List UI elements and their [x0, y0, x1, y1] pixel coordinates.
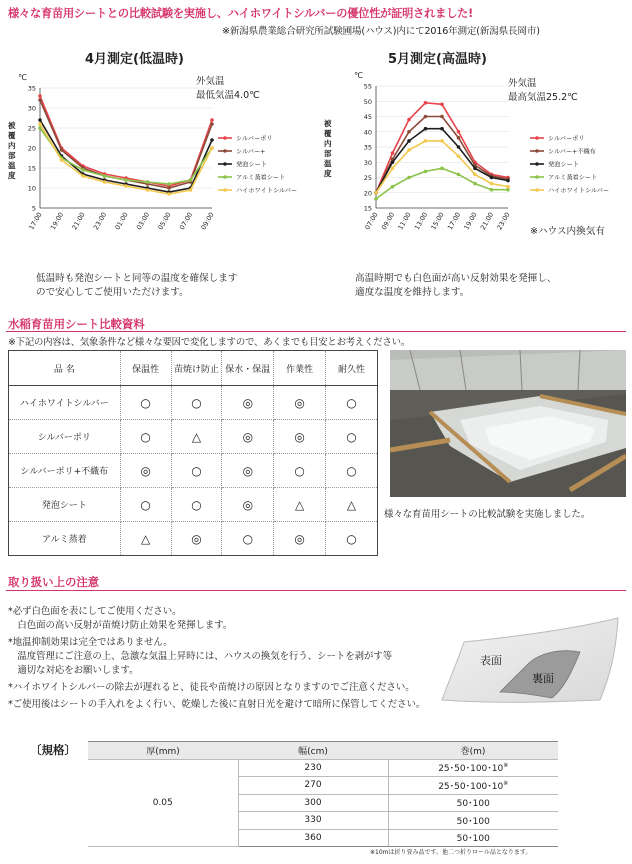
outside-temp-value: 最低気温4.0℃ [196, 90, 260, 101]
series-line [40, 128, 212, 184]
series-line [40, 96, 212, 186]
data-point [490, 176, 494, 180]
roll-value [388, 759, 558, 777]
data-point [167, 192, 171, 196]
data-point [38, 98, 42, 102]
legend-label: シルバー+ [236, 148, 266, 156]
x-tick-label: 09:00 [199, 211, 216, 232]
april-chart-title: 4月測定(低温時) [85, 52, 184, 67]
legend-marker [535, 175, 539, 179]
rating-mark: △ [171, 420, 222, 454]
care-line: *ご使用後はシートの手入れをよく行い、乾燥した後に直射日光を避けて暗所に保管してください。 [8, 699, 426, 710]
source-note: ※新潟県農業総合研究所試験圃場(ハウス)内にて2016年測定(新潟県長岡市) [222, 26, 540, 37]
y-axis-label-char: 被 [8, 121, 16, 130]
data-point [440, 139, 444, 143]
data-point [81, 168, 85, 172]
data-point [407, 148, 411, 152]
x-tick-label: 03:00 [134, 211, 152, 232]
data-point [60, 148, 64, 152]
x-tick-label: 05:00 [156, 211, 173, 232]
legend-label: シルバーポリ [236, 135, 273, 143]
y-tick-label: 25 [27, 124, 36, 133]
data-point [407, 118, 411, 122]
unit-label: ℃ [354, 71, 363, 80]
table-row [9, 420, 378, 454]
legend-marker [223, 188, 227, 192]
rating-mark: ○ [171, 488, 222, 522]
data-point [473, 173, 477, 177]
data-point [457, 130, 461, 134]
data-point [457, 154, 461, 158]
care-line: *地温抑制効果は完全ではありません。 [8, 637, 173, 648]
data-point [210, 146, 214, 150]
handling-divider [6, 590, 626, 591]
photo-caption: 様々な育苗用シートの比較試験を実施しました。 [384, 509, 591, 520]
rating-mark: ○ [274, 454, 326, 488]
data-point [473, 182, 477, 186]
data-point [506, 179, 510, 183]
width-value: 230 [238, 759, 388, 777]
data-point [167, 186, 171, 190]
rating-mark: ○ [171, 386, 222, 420]
rating-mark: ◎ [222, 488, 274, 522]
headline: 様々な育苗用シートとの比較試験を実施し、ハイホワイトシルバーの優位性が証明されました! [8, 7, 473, 20]
col-header-heat: 保温性 [120, 351, 171, 386]
y-tick-label: 45 [363, 113, 372, 121]
x-tick-label: 11:00 [396, 211, 413, 232]
legend-marker [535, 188, 539, 192]
y-axis-label-char: 度 [8, 171, 16, 180]
rating-mark: ○ [222, 522, 274, 556]
y-tick-label: 35 [27, 84, 36, 93]
care-line: 温度管理にご注意の上、急激な気温上昇時には、ハウスの換気を行う、シートを剥がす等 [8, 651, 393, 662]
care-line: 白色面の高い反射が苗焼け防止効果を発揮します。 [8, 620, 233, 631]
data-point [210, 138, 214, 142]
front-side-label: 表面 [480, 654, 502, 667]
x-tick-label: 07:00 [177, 211, 195, 232]
roll-value [388, 777, 558, 795]
rating-mark: △ [326, 488, 378, 522]
roll-lengths: 25･50･100･10 [438, 781, 504, 792]
outside-temp-label: 外気温 [508, 78, 537, 89]
product-name: シルバーポリ+不織布 [9, 454, 121, 488]
data-point [146, 180, 150, 184]
data-point [490, 188, 494, 192]
legend-marker [223, 136, 227, 140]
width-value: 330 [238, 812, 388, 830]
rating-mark: △ [274, 488, 326, 522]
sheet-sides-illustration [440, 612, 626, 704]
care-line: *ハイホワイトシルバーの除去が遅れると、徒長や苗焼けの原因となりますのでご注意ください。 [8, 682, 415, 693]
legend-label: シルバー+不織布 [548, 148, 596, 156]
data-point [457, 173, 461, 177]
roll-value: 50･100 [388, 812, 558, 830]
unit-label: ℃ [18, 73, 27, 82]
comparison-divider [6, 331, 626, 332]
x-tick-label: 21:00 [478, 211, 496, 232]
x-tick-label: 19:00 [48, 211, 66, 232]
col-header-moisture: 保水・保温 [222, 351, 274, 386]
data-point [189, 178, 193, 182]
legend-marker [223, 149, 227, 153]
rating-mark: ○ [120, 420, 171, 454]
april-caption-line2: ので安心してご使用いただけます。 [36, 287, 189, 298]
data-point [38, 118, 42, 122]
product-name: 発泡シート [9, 488, 121, 522]
rating-mark: ○ [171, 454, 222, 488]
roll-value: 50･100 [388, 829, 558, 847]
data-point [506, 185, 510, 189]
data-point [210, 122, 214, 126]
data-point [424, 101, 428, 105]
y-axis-label-char: 内 [324, 139, 332, 148]
data-point [424, 127, 428, 131]
y-tick-label: 15 [27, 164, 36, 173]
data-point [424, 115, 428, 119]
rating-mark: ○ [326, 420, 378, 454]
specs-footnote: ※10mは折り畳み品です。他二つ折りロール品となります。 [370, 849, 532, 856]
data-point [440, 167, 444, 171]
y-tick-label: 30 [27, 104, 36, 113]
data-point [103, 180, 107, 184]
data-point [424, 139, 428, 143]
comparison-table [8, 350, 378, 556]
col-header-thickness: 厚(mm) [88, 742, 238, 760]
y-tick-label: 20 [363, 189, 372, 198]
thickness-value: 0.05 [88, 759, 238, 847]
back-side-label: 裏面 [532, 672, 554, 685]
data-point [210, 118, 214, 122]
comparison-section-title: 水稲育苗用シート比較資料 [8, 317, 145, 331]
rating-mark: ○ [326, 522, 378, 556]
table-row [9, 454, 378, 488]
data-point [374, 191, 378, 195]
rating-mark: ◎ [222, 454, 274, 488]
may-caption [355, 272, 556, 300]
data-point [407, 176, 411, 180]
data-point [391, 151, 395, 155]
col-header-name: 品 名 [9, 351, 121, 386]
greenhouse-photo-illustration [390, 350, 626, 497]
y-tick-label: 35 [363, 143, 372, 152]
care-line: 適切な対応をお願いします。 [8, 665, 139, 676]
data-point [38, 94, 42, 98]
may-chart-title: 5月測定(高温時) [388, 52, 487, 67]
y-axis-label-char: 度 [324, 169, 332, 178]
rating-mark: ◎ [274, 386, 326, 420]
legend-marker [223, 175, 227, 179]
series-line [376, 129, 508, 193]
y-tick-label: 55 [363, 82, 372, 91]
y-tick-label: 15 [363, 204, 372, 213]
table-row [9, 386, 378, 420]
rating-mark: ◎ [274, 522, 326, 556]
x-tick-label: 09:00 [379, 211, 397, 232]
x-tick-label: 13:00 [412, 211, 430, 232]
specs-heading: 〔規格〕 [30, 743, 76, 757]
y-axis-label-char: 覆 [324, 129, 332, 138]
roll-footnote-mark: ※ [503, 779, 509, 787]
table-row [9, 488, 378, 522]
data-point [124, 184, 128, 188]
y-tick-label: 40 [363, 128, 372, 137]
data-point [146, 188, 150, 192]
data-point [391, 160, 395, 164]
x-tick-label: 15:00 [429, 211, 446, 232]
col-header-durability: 耐久性 [326, 351, 378, 386]
y-tick-label: 50 [363, 97, 372, 106]
legend-label: アルミ蒸着シート [236, 174, 286, 182]
rating-mark: ○ [120, 386, 171, 420]
y-axis-label-char: 覆 [8, 131, 16, 140]
may-caption-line2: 適度な温度を維持します。 [355, 287, 470, 298]
data-point [189, 188, 193, 192]
data-point [457, 145, 461, 149]
legend-label: ハイホワイトシルバー [548, 187, 610, 195]
data-point [391, 185, 395, 189]
y-tick-label: 10 [27, 184, 36, 193]
data-point [440, 103, 444, 107]
may-footnote: ※ハウス内換気有 [530, 226, 605, 237]
data-point [490, 182, 494, 186]
data-point [81, 174, 85, 178]
y-tick-label: 30 [363, 158, 372, 167]
rating-mark: ◎ [222, 386, 274, 420]
y-axis-label-char: 内 [8, 141, 16, 150]
x-tick-label: 17:00 [445, 211, 463, 232]
width-value: 300 [238, 794, 388, 812]
rating-mark: ◎ [120, 454, 171, 488]
col-header-burn: 苗焼け防止 [171, 351, 222, 386]
col-header-width: 幅(cm) [238, 742, 388, 760]
x-tick-label: 23:00 [495, 211, 512, 232]
legend-label: 発泡シート [236, 161, 267, 169]
product-name: ハイホワイトシルバー [9, 386, 121, 420]
data-point [473, 167, 477, 171]
data-point [457, 136, 461, 140]
outside-temp-value: 最高気温25.2℃ [508, 92, 578, 103]
roll-footnote-mark: ※ [503, 762, 509, 770]
data-point [103, 174, 107, 178]
product-name: アルミ蒸着 [9, 522, 121, 556]
data-point [407, 130, 411, 134]
table-row [88, 759, 558, 777]
roll-lengths: 25･50･100･10 [438, 764, 504, 775]
legend-label: 発泡シート [548, 161, 579, 169]
outside-temp-label: 外気温 [196, 76, 225, 87]
rating-mark: ○ [326, 454, 378, 488]
series-line [40, 100, 212, 188]
may-caption-line1: 高温時期でも白色面が高い反射効果を発揮し、 [355, 273, 557, 284]
rating-mark: ◎ [171, 522, 222, 556]
legend-label: ハイホワイトシルバー [236, 187, 298, 195]
x-tick-label: 01:00 [113, 211, 130, 232]
comparison-header-row [9, 351, 378, 386]
product-name: シルバーポリ [9, 420, 121, 454]
comparison-note: ※下記の内容は、気象条件など様々な要因で変化しますので、あくまでも目安とお考えください。 [8, 337, 410, 348]
y-axis-label-char: 部 [8, 151, 16, 160]
data-point [124, 178, 128, 182]
width-value: 360 [238, 829, 388, 847]
y-axis-label-char: 部 [324, 149, 332, 158]
table-row [9, 522, 378, 556]
x-tick-label: 23:00 [91, 211, 109, 232]
y-tick-label: 20 [27, 144, 36, 153]
data-point [38, 122, 42, 126]
y-axis-label-char: 温 [8, 161, 16, 170]
rating-mark: ◎ [274, 420, 326, 454]
rating-mark: △ [120, 522, 171, 556]
y-axis-label-char: 温 [324, 159, 332, 168]
data-point [440, 127, 444, 131]
legend-label: シルバーポリ [548, 135, 585, 143]
legend-marker [223, 162, 227, 166]
x-tick-label: 07:00 [363, 211, 380, 232]
width-value: 270 [238, 777, 388, 795]
april-caption [36, 272, 237, 300]
x-tick-label: 17:00 [27, 211, 44, 232]
specs-table [88, 741, 558, 847]
legend-marker [535, 136, 539, 140]
april-caption-line1: 低温時も発泡シートと同等の温度を確保します [36, 273, 238, 284]
handling-section-title: 取り扱い上の注意 [8, 575, 100, 589]
roll-value: 50･100 [388, 794, 558, 812]
may-temperature-chart [316, 62, 632, 272]
legend-label: アルミ蒸着シート [548, 174, 598, 182]
care-line: *必ず白色面を表にしてご使用ください。 [8, 606, 182, 617]
y-axis-label-char: 被 [324, 119, 332, 128]
april-temperature-chart [0, 62, 316, 272]
y-tick-label: 5 [31, 204, 36, 213]
data-point [391, 167, 395, 171]
x-tick-label: 21:00 [70, 211, 87, 232]
rating-mark: ○ [326, 386, 378, 420]
y-tick-label: 25 [363, 174, 372, 182]
rating-mark: ○ [120, 488, 171, 522]
data-point [60, 158, 64, 162]
data-point [167, 182, 171, 186]
x-tick-label: 19:00 [462, 211, 479, 232]
legend-marker [535, 149, 539, 153]
data-point [424, 170, 428, 174]
data-point [440, 115, 444, 119]
data-point [374, 197, 378, 201]
rating-mark: ◎ [222, 420, 274, 454]
data-point [407, 139, 411, 143]
col-header-workability: 作業性 [274, 351, 326, 386]
legend-marker [535, 162, 539, 166]
specs-header-row [88, 742, 558, 760]
col-header-roll: 巻(m) [388, 742, 558, 760]
greenhouse-test-photo [390, 350, 626, 497]
